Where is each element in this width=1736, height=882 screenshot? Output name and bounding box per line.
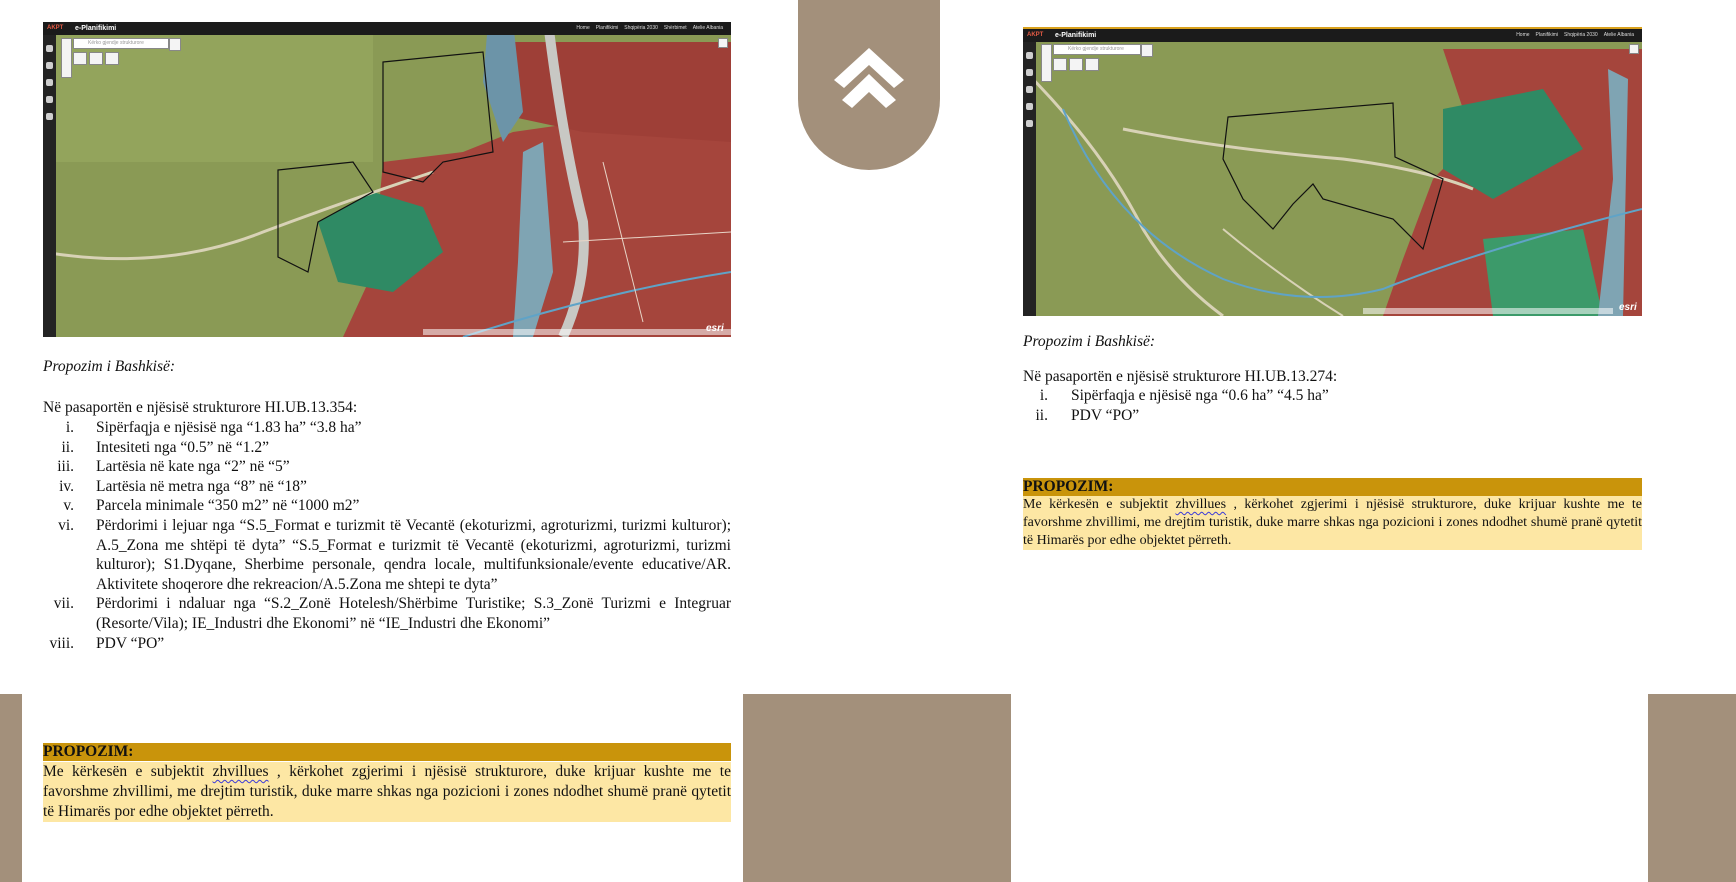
fullscreen-button-right[interactable] [1629, 44, 1639, 54]
nav-item-home[interactable]: Home [576, 25, 590, 31]
list-text: Intesiteti nga “0.5” në “1.2” [96, 438, 270, 456]
chevron-up-logo-icon [834, 48, 904, 112]
list-text: PDV “PO” [96, 634, 165, 652]
list-num: i. [1039, 387, 1048, 404]
list-item [43, 477, 731, 497]
proposal-text-end: , kërkohet zgjerimi i njësisë strukturore, duke krijuar kushte me te favorshme zhvillimi, me drejtim turistik, duke marre shkas nga pozicioni i zones ndodhet shumë pranë qytetit të Himarës por edhe objektet përreth. [43, 763, 731, 820]
list-text: Sipërfaqja e njësisë nga “0.6 ha” “4.5 ha” [1071, 387, 1329, 404]
map-attribution-left [423, 329, 731, 335]
map-topbar-right [1023, 29, 1642, 42]
brand-logo: AKPT [1027, 32, 1044, 38]
nav-item-planifikimi[interactable]: Planifikimi [595, 25, 619, 31]
print-icon[interactable] [46, 79, 53, 86]
nav-item-sherbimet[interactable]: Shërbimet [663, 25, 687, 31]
bottom-right-band [1648, 694, 1736, 882]
nav-item-shqiperia[interactable]: Shqipëria 2030 [624, 25, 658, 31]
list-num: viii. [49, 634, 74, 652]
list-num: i. [65, 419, 74, 436]
left-item-list [43, 418, 731, 653]
proposal-text-end: , kërkohet zgjerimi i njësisë strukturore, duke krijuar kushte me te favorshme zhvillimi, me drejtim turistik, duke marre shkas nga pozicioni i zones ndodhet shumë pranë qytetit të Himarës por edhe objektet përreth. [1023, 497, 1642, 548]
list-item [43, 496, 731, 516]
list-num: vii. [53, 595, 74, 613]
right-item-list [1023, 386, 1642, 425]
search-button-right[interactable] [1141, 44, 1153, 57]
list-text: Lartësia në kate nga “2” në “5” [96, 458, 290, 476]
bottom-center-band [743, 694, 1011, 882]
measure-icon[interactable] [46, 113, 53, 120]
nav-item-planifikimi[interactable]: Planifikimi [1535, 32, 1559, 38]
esri-logo-left: esri [706, 323, 724, 334]
right-intro: Në pasaportën e njësisë strukturore HI.UB.13.274: [1023, 368, 1338, 385]
right-proposal-heading: PROPOZIM: [1023, 478, 1642, 496]
left-caption: Propozim i Bashkisë: [43, 358, 176, 375]
map-topbar-left [43, 22, 731, 35]
measure-icon[interactable] [1026, 120, 1033, 127]
bottom-left-band [0, 694, 22, 882]
list-num: ii. [1035, 406, 1048, 424]
map-nav-right [1516, 29, 1634, 42]
right-proposal-text [1023, 496, 1642, 550]
locate-button-right[interactable] [1085, 58, 1099, 71]
list-item [43, 418, 731, 438]
list-text: Parcela minimale “350 m2” në “1000 m2” [96, 497, 360, 515]
zoom-control-right[interactable] [1041, 44, 1052, 82]
left-proposal-text [43, 762, 731, 822]
list-text: Përdorimi i ndaluar nga “S.2_Zonë Hotelesh/Shërbime Turistike; S.3_Zonë Turizmi e Integruar (Resorte/Vila); IE_Industri dhe Ekonomi” në “IE_Industri dhe Ekonomi” [96, 595, 731, 632]
search-input-right[interactable]: Kërko gjendje strukturore [1053, 44, 1141, 55]
map-screenshot-right [1023, 27, 1642, 316]
search-button-left[interactable] [169, 38, 181, 51]
list-text: Sipërfaqja e njësisë nga “1.83 ha” “3.8 ha” [96, 419, 362, 436]
grid-button-right[interactable] [1069, 58, 1083, 71]
search-input-left[interactable]: Kërko gjendje strukturore [73, 38, 169, 49]
left-intro: Në pasaportën e njësisë strukturore HI.UB.13.354: [43, 399, 358, 416]
list-item [43, 438, 731, 458]
map-nav-left [576, 22, 723, 35]
nav-item-atelie[interactable]: Atelie Albania [692, 25, 723, 31]
map-toolbar-right [1023, 42, 1036, 316]
list-num: iii. [57, 458, 74, 476]
list-item [43, 457, 731, 477]
list-item [43, 594, 731, 633]
list-text: Lartësia në metra nga “8” në “18” [96, 477, 307, 495]
list-num: iv. [59, 477, 74, 495]
list-text: Përdorimi i lejuar nga “S.5_Format e turizmit të Vecantë (ekoturizmi, agroturizmi, turizmi kulturor); A.5_Zona me shtëpi të dyta” “S.5_Format e turizmit të Vecantë (ekoturizmi, agroturizmi, turizmi kulturor); S1.Dyqane, Sherbime personale, qendra locale, multifunksionale/evente educative/AR. Aktivitete shoqerore dhe rekreacion/A.5.Zona me shtepi te dyta” [96, 516, 731, 593]
list-item [1023, 386, 1642, 406]
brand-logo: AKPT [47, 25, 64, 31]
draw-icon[interactable] [1026, 103, 1033, 110]
home-button-left[interactable] [73, 52, 87, 65]
basemap-icon[interactable] [1026, 69, 1033, 76]
map-screenshot-left [43, 22, 731, 337]
list-item [43, 634, 731, 654]
nav-item-shqiperia[interactable]: Shqipëria 2030 [1564, 32, 1598, 38]
list-item [1023, 406, 1642, 426]
map-terrain-left [43, 22, 731, 337]
draw-icon[interactable] [46, 96, 53, 103]
logo-tab [798, 0, 940, 170]
map-attribution-right [1363, 308, 1613, 314]
right-caption: Propozim i Bashkisë: [1023, 333, 1156, 350]
basemap-icon[interactable] [46, 62, 53, 69]
map-toolbar-left [43, 35, 56, 337]
home-button-right[interactable] [1053, 58, 1067, 71]
esri-logo-right: esri [1619, 302, 1637, 313]
app-title: e-Planifikimi [75, 25, 117, 32]
nav-item-home[interactable]: Home [1516, 32, 1530, 38]
proposal-text-start: Me kërkesën e subjektit [43, 763, 213, 780]
list-text: PDV “PO” [1071, 406, 1140, 424]
list-item [43, 516, 731, 594]
zoom-control-left[interactable] [61, 38, 72, 78]
app-title: e-Planifikimi [1055, 32, 1097, 39]
spelling-flagged-word: zhvillues [1175, 497, 1227, 512]
nav-item-atelie[interactable]: Atelie Albania [1603, 32, 1634, 38]
spelling-flagged-word: zhvillues [212, 763, 269, 780]
left-proposal-heading: PROPOZIM: [43, 743, 731, 761]
layers-icon[interactable] [1026, 52, 1033, 59]
list-num: ii. [61, 438, 74, 456]
layers-icon[interactable] [46, 45, 53, 52]
print-icon[interactable] [1026, 86, 1033, 93]
grid-button-left[interactable] [89, 52, 103, 65]
list-num: vi. [58, 516, 74, 534]
map-terrain-right [1023, 29, 1642, 316]
list-num: v. [63, 497, 74, 515]
fullscreen-button-left[interactable] [718, 38, 728, 48]
locate-button-left[interactable] [105, 52, 119, 65]
proposal-text-start: Me kërkesën e subjektit [1023, 497, 1176, 512]
